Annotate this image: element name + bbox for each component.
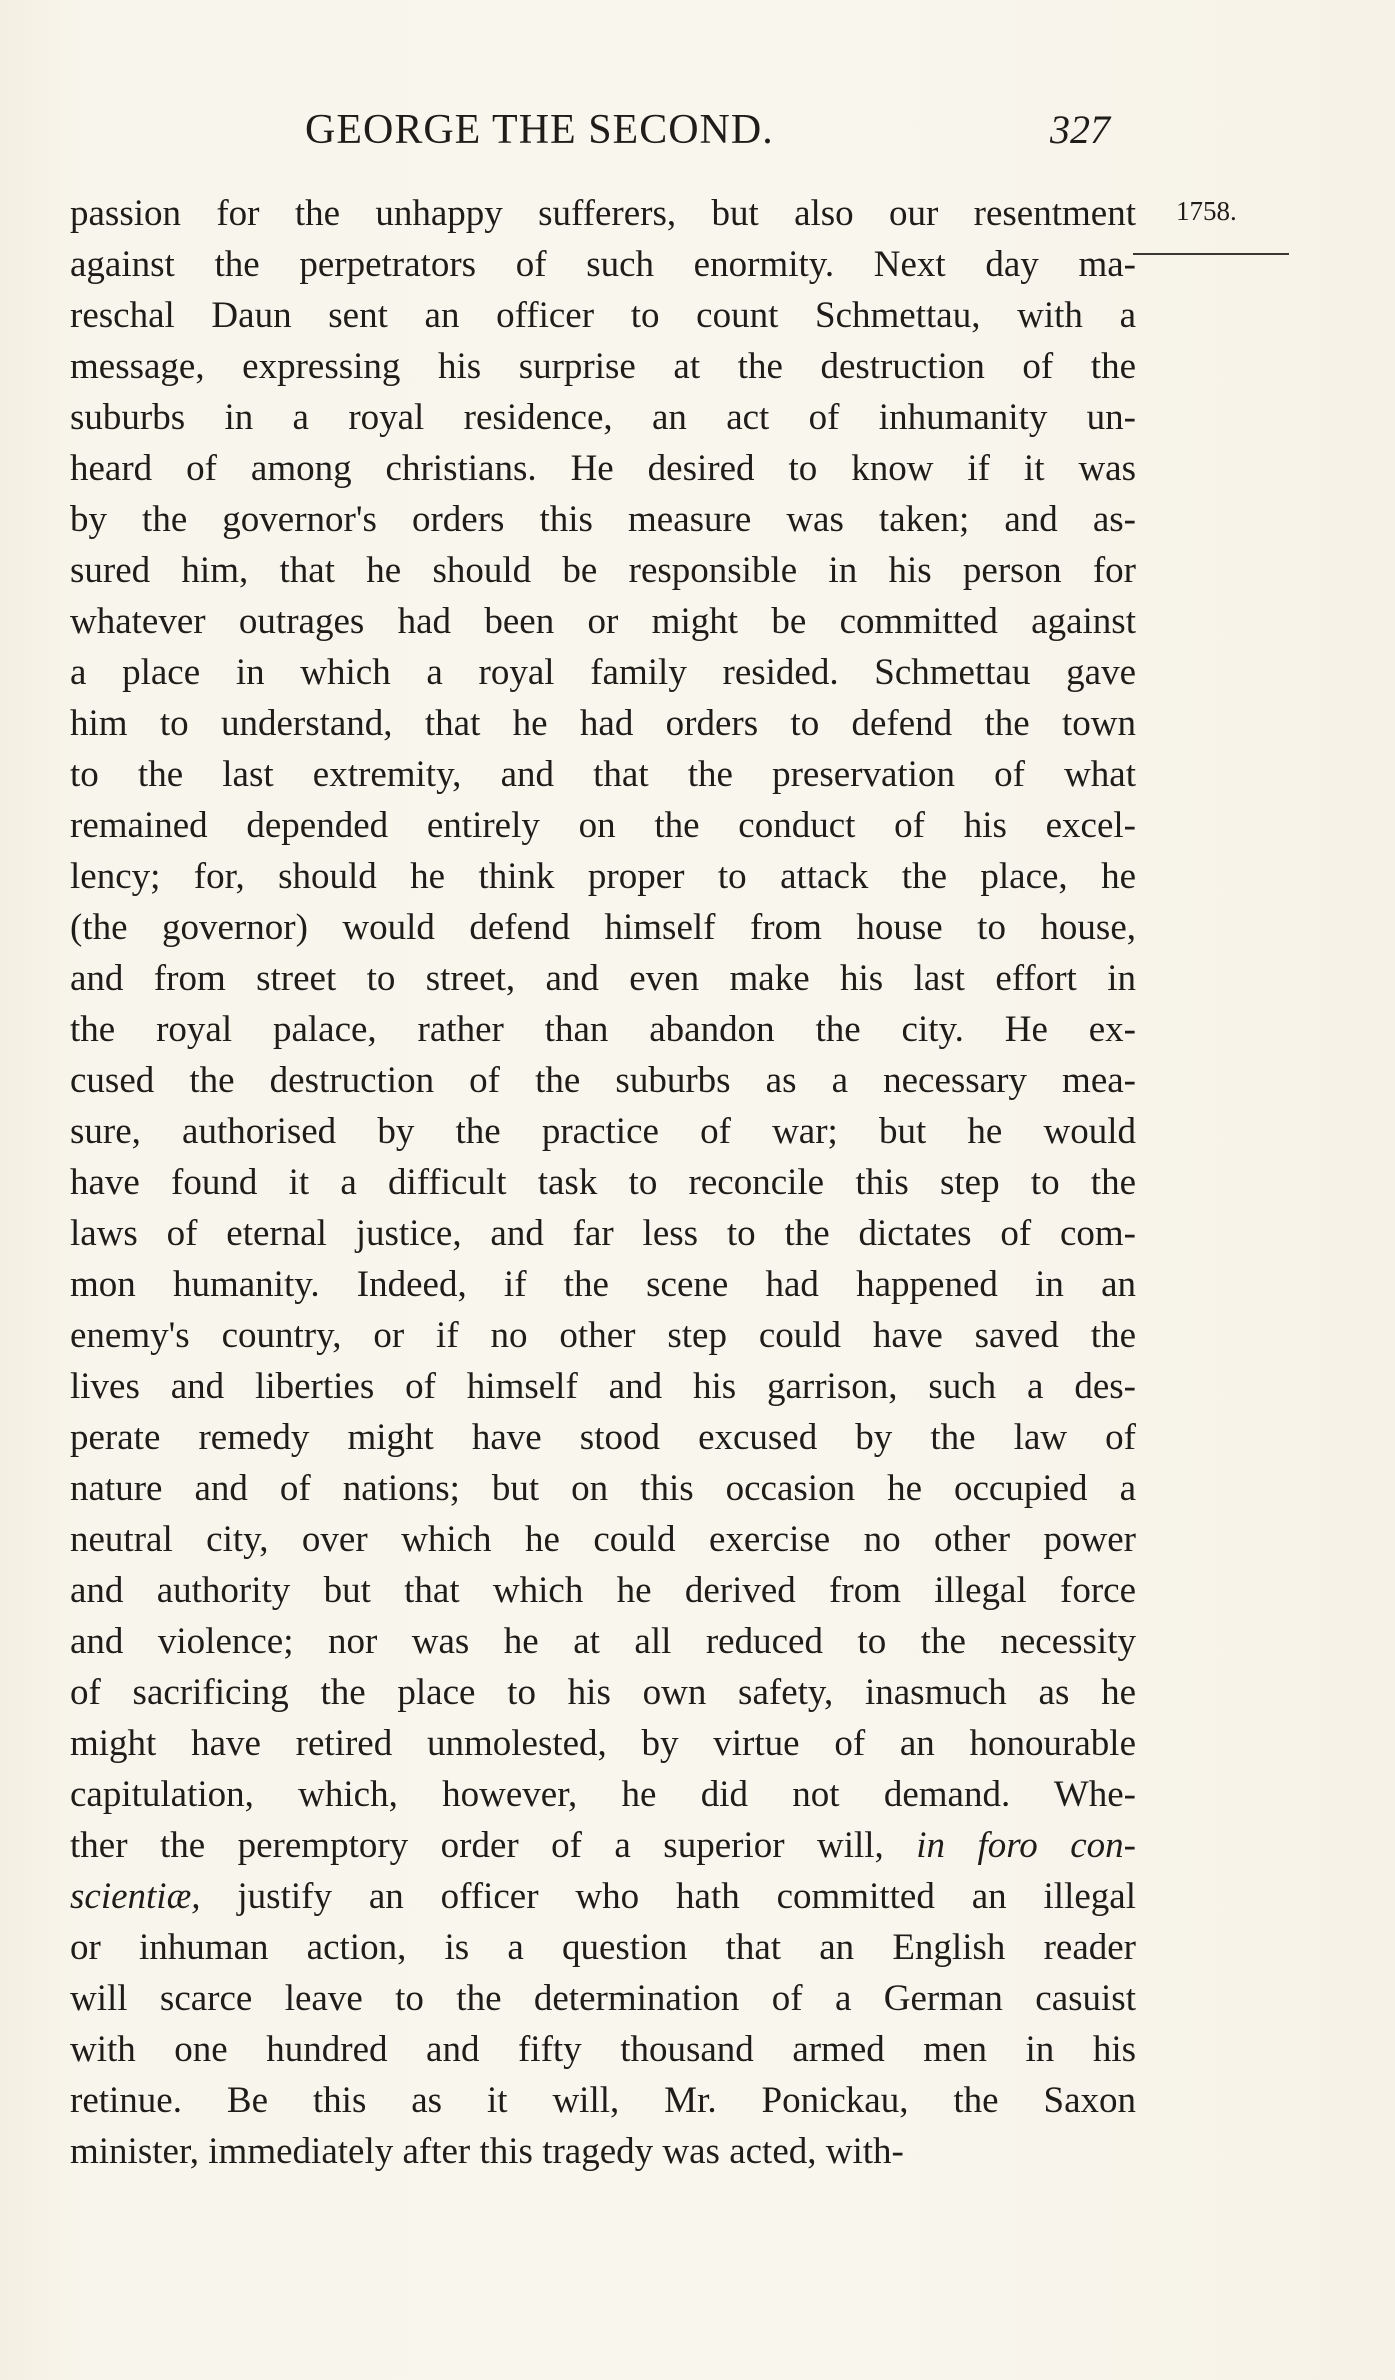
text-line: or inhuman action, is a question that an English reader	[70, 1927, 1136, 1968]
text-run: justify an officer who hath committed an illegal	[200, 1876, 1136, 1917]
text-run: ther the peremptory order of a superior will,	[70, 1825, 917, 1866]
text-line: lives and liberties of himself and his garrison, such a des-	[70, 1366, 1136, 1407]
text-line: will scarce leave to the determination of a German casuist	[70, 1978, 1136, 2019]
text-line: laws of eternal justice, and far less to the dictates of com-	[70, 1213, 1136, 1254]
running-title: GEORGE THE SECOND.	[305, 107, 774, 153]
text-line: by the governor's orders this measure was taken; and as-	[70, 499, 1136, 540]
text-line: and authority but that which he derived from illegal force	[70, 1570, 1136, 1611]
text-line: him to understand, that he had orders to defend the town	[70, 703, 1136, 744]
running-head	[0, 106, 1395, 166]
text-line: cused the destruction of the suburbs as a necessary mea-	[70, 1060, 1136, 1101]
text-line: and violence; nor was he at all reduced to the necessity	[70, 1621, 1136, 1662]
text-line-with-italic	[70, 1820, 1136, 1872]
text-line: minister, immediately after this tragedy was acted, with-	[70, 2131, 904, 2172]
text-line: with one hundred and fifty thousand armed men in his	[70, 2029, 1136, 2070]
text-line: whatever outrages had been or might be committed against	[70, 601, 1136, 642]
text-line: sure, authorised by the practice of war; but he would	[70, 1111, 1136, 1152]
text-line: remained depended entirely on the conduct of his excel-	[70, 805, 1136, 846]
text-line: retinue. Be this as it will, Mr. Ponickau, the Saxon	[70, 2080, 1136, 2121]
text-line: enemy's country, or if no other step could have saved the	[70, 1315, 1136, 1356]
text-line: of sacrificing the place to his own safety, inasmuch as he	[70, 1672, 1136, 1713]
text-line: to the last extremity, and that the preservation of what	[70, 754, 1136, 795]
text-line-with-italic	[70, 1871, 1136, 1923]
margin-rule	[1133, 253, 1289, 255]
text-line: and from street to street, and even make his last effort in	[70, 958, 1136, 999]
text-line: a place in which a royal family resided. Schmettau gave	[70, 652, 1136, 693]
text-line: perate remedy might have stood excused by the law of	[70, 1417, 1136, 1458]
text-line: reschal Daun sent an officer to count Schmettau, with a	[70, 295, 1136, 336]
text-line: capitulation, which, however, he did not demand. Whe-	[70, 1774, 1136, 1815]
text-line: (the governor) would defend himself from house to house,	[70, 907, 1136, 948]
text-line: mon humanity. Indeed, if the scene had happened in an	[70, 1264, 1136, 1305]
page-number: 327	[1050, 107, 1110, 152]
text-line: passion for the unhappy sufferers, but also our resentment	[70, 193, 1136, 234]
text-line: the royal palace, rather than abandon the city. He ex-	[70, 1009, 1136, 1050]
text-line: lency; for, should he think proper to attack the place, he	[70, 856, 1136, 897]
italic-latin-phrase: scientiæ,	[70, 1876, 201, 1917]
body-text	[70, 188, 1136, 2188]
text-line: might have retired unmolested, by virtue of an honourable	[70, 1723, 1136, 1764]
text-line: message, expressing his surprise at the destruction of the	[70, 346, 1136, 387]
margin-year-note: 1758.	[1176, 196, 1237, 226]
text-line: heard of among christians. He desired to know if it was	[70, 448, 1136, 489]
text-line: sured him, that he should be responsible in his person for	[70, 550, 1136, 591]
text-line: suburbs in a royal residence, an act of inhumanity un-	[70, 397, 1136, 438]
text-line: neutral city, over which he could exercise no other power	[70, 1519, 1136, 1560]
text-line: have found it a difficult task to reconcile this step to the	[70, 1162, 1136, 1203]
italic-latin-phrase: in foro con-	[916, 1825, 1136, 1866]
text-line: nature and of nations; but on this occasion he occupied a	[70, 1468, 1136, 1509]
text-line: against the perpetrators of such enormity. Next day ma-	[70, 244, 1136, 285]
